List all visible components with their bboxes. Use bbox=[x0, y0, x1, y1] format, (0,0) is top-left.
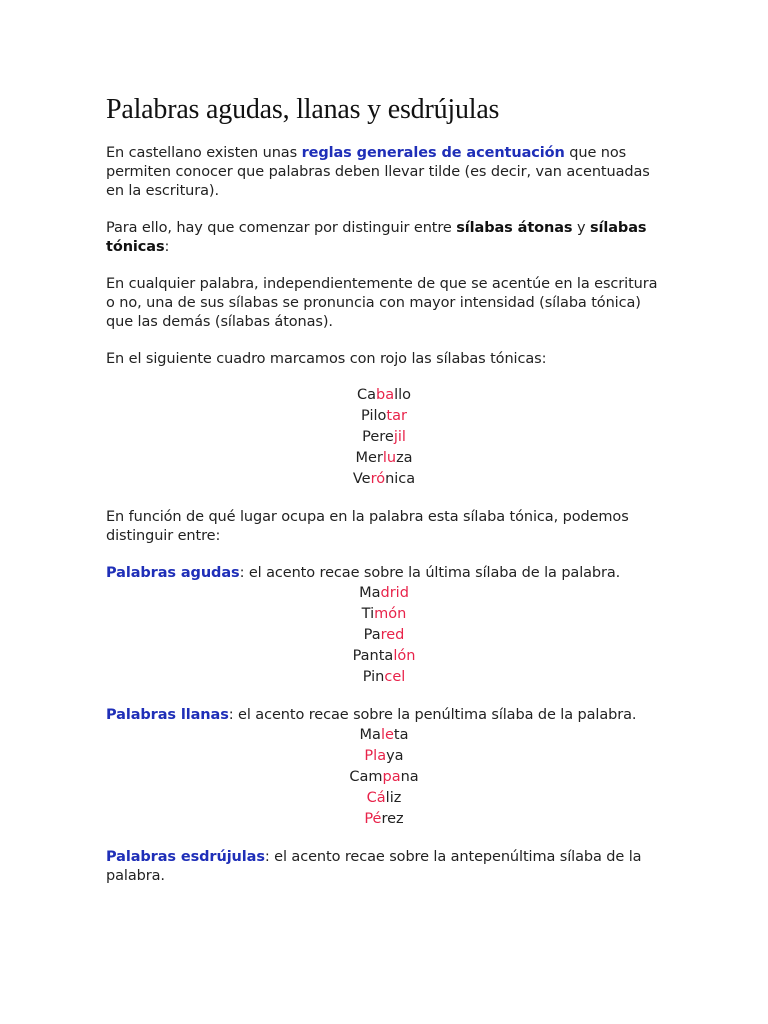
aguda-word: Timón bbox=[361, 606, 407, 622]
tonic-syllable: ba bbox=[375, 387, 395, 403]
examples-list bbox=[106, 385, 662, 490]
document-page bbox=[106, 92, 666, 886]
intro-text-before: En castellano existen unas bbox=[106, 145, 302, 161]
silabas-tonicas-term: sílabas tónicas bbox=[106, 220, 647, 255]
tonic-syllable: Pé bbox=[364, 811, 382, 827]
tonic-syllable: món bbox=[374, 606, 407, 622]
para2-middle: y bbox=[572, 220, 590, 236]
esdrujulas-term: Palabras esdrújulas bbox=[106, 849, 265, 865]
syllable-types-paragraph bbox=[106, 219, 666, 257]
tonic-syllable: cel bbox=[384, 669, 406, 685]
tonic-syllable: lu bbox=[382, 450, 397, 466]
aguda-word: Madrid bbox=[359, 585, 409, 601]
llana-word: Campana bbox=[349, 769, 419, 785]
classification-intro-paragraph: En función de qué lugar ocupa en la palabra esta sílaba tónica, podemos distinguir entre: bbox=[106, 509, 629, 544]
aguda-word: Pared bbox=[363, 627, 405, 643]
page-title: Palabras agudas, llanas y esdrújulas bbox=[106, 94, 500, 125]
agudas-definition: Palabras agudas: el acento recae sobre la última sílaba de la palabra. bbox=[106, 565, 621, 581]
tonic-syllable: lón bbox=[393, 648, 416, 664]
tonic-syllable: drid bbox=[380, 585, 409, 601]
esdrujulas-definition: Palabras esdrújulas: el acento recae sobre la antepenúltima sílaba de la palabra. bbox=[106, 849, 642, 884]
agudas-list bbox=[106, 583, 662, 688]
tonic-syllable: Pla bbox=[364, 748, 387, 764]
llanas-term: Palabras llanas bbox=[106, 707, 229, 723]
llanas-definition: Palabras llanas: el acento recae sobre la penúltima sílaba de la palabra. bbox=[106, 707, 637, 723]
tonic-syllable: red bbox=[380, 627, 405, 643]
tonic-syllable: Cá bbox=[366, 790, 386, 806]
agudas-term: Palabras agudas bbox=[106, 565, 240, 581]
example-word: Merluza bbox=[355, 450, 413, 466]
llana-word: Pérez bbox=[364, 811, 404, 827]
llana-word: Cáliz bbox=[366, 790, 402, 806]
intro-text-after: que nos permiten conocer que palabras deben llevar tilde (es decir, van acentuadas en la escritura). bbox=[106, 145, 650, 199]
para2-before: Para ello, hay que comenzar por distinguir entre bbox=[106, 220, 457, 236]
aguda-word: Pincel bbox=[362, 669, 406, 685]
tonic-syllable: jil bbox=[393, 429, 406, 445]
tonic-syllable: tar bbox=[386, 408, 407, 424]
reglas-link[interactable]: reglas generales de acentuación bbox=[301, 145, 565, 161]
tonic-explanation-paragraph: En cualquier palabra, independientemente de que se acentúe en la escritura o no, una de sus sílabas se pronuncia con mayor intensidad (sílaba tónica) que las demás (sílabas átonas). bbox=[106, 276, 658, 330]
tonic-syllable: le bbox=[380, 727, 394, 743]
table-intro-paragraph: En el siguiente cuadro marcamos con rojo las sílabas tónicas: bbox=[106, 351, 547, 367]
example-word: Perejil bbox=[362, 429, 406, 445]
para2-after: : bbox=[164, 239, 170, 255]
silabas-atonas-term: sílabas átonas bbox=[456, 220, 573, 236]
llanas-list bbox=[106, 725, 662, 830]
tonic-syllable: ró bbox=[370, 471, 386, 487]
intro-paragraph bbox=[106, 144, 666, 201]
aguda-word: Pantalón bbox=[352, 648, 416, 664]
llana-word: Playa bbox=[364, 748, 404, 764]
example-word: Caballo bbox=[356, 387, 412, 403]
example-word: Pilotar bbox=[361, 408, 407, 424]
example-word: Verónica bbox=[352, 471, 416, 487]
tonic-syllable: pa bbox=[382, 769, 401, 785]
llana-word: Maleta bbox=[359, 727, 409, 743]
